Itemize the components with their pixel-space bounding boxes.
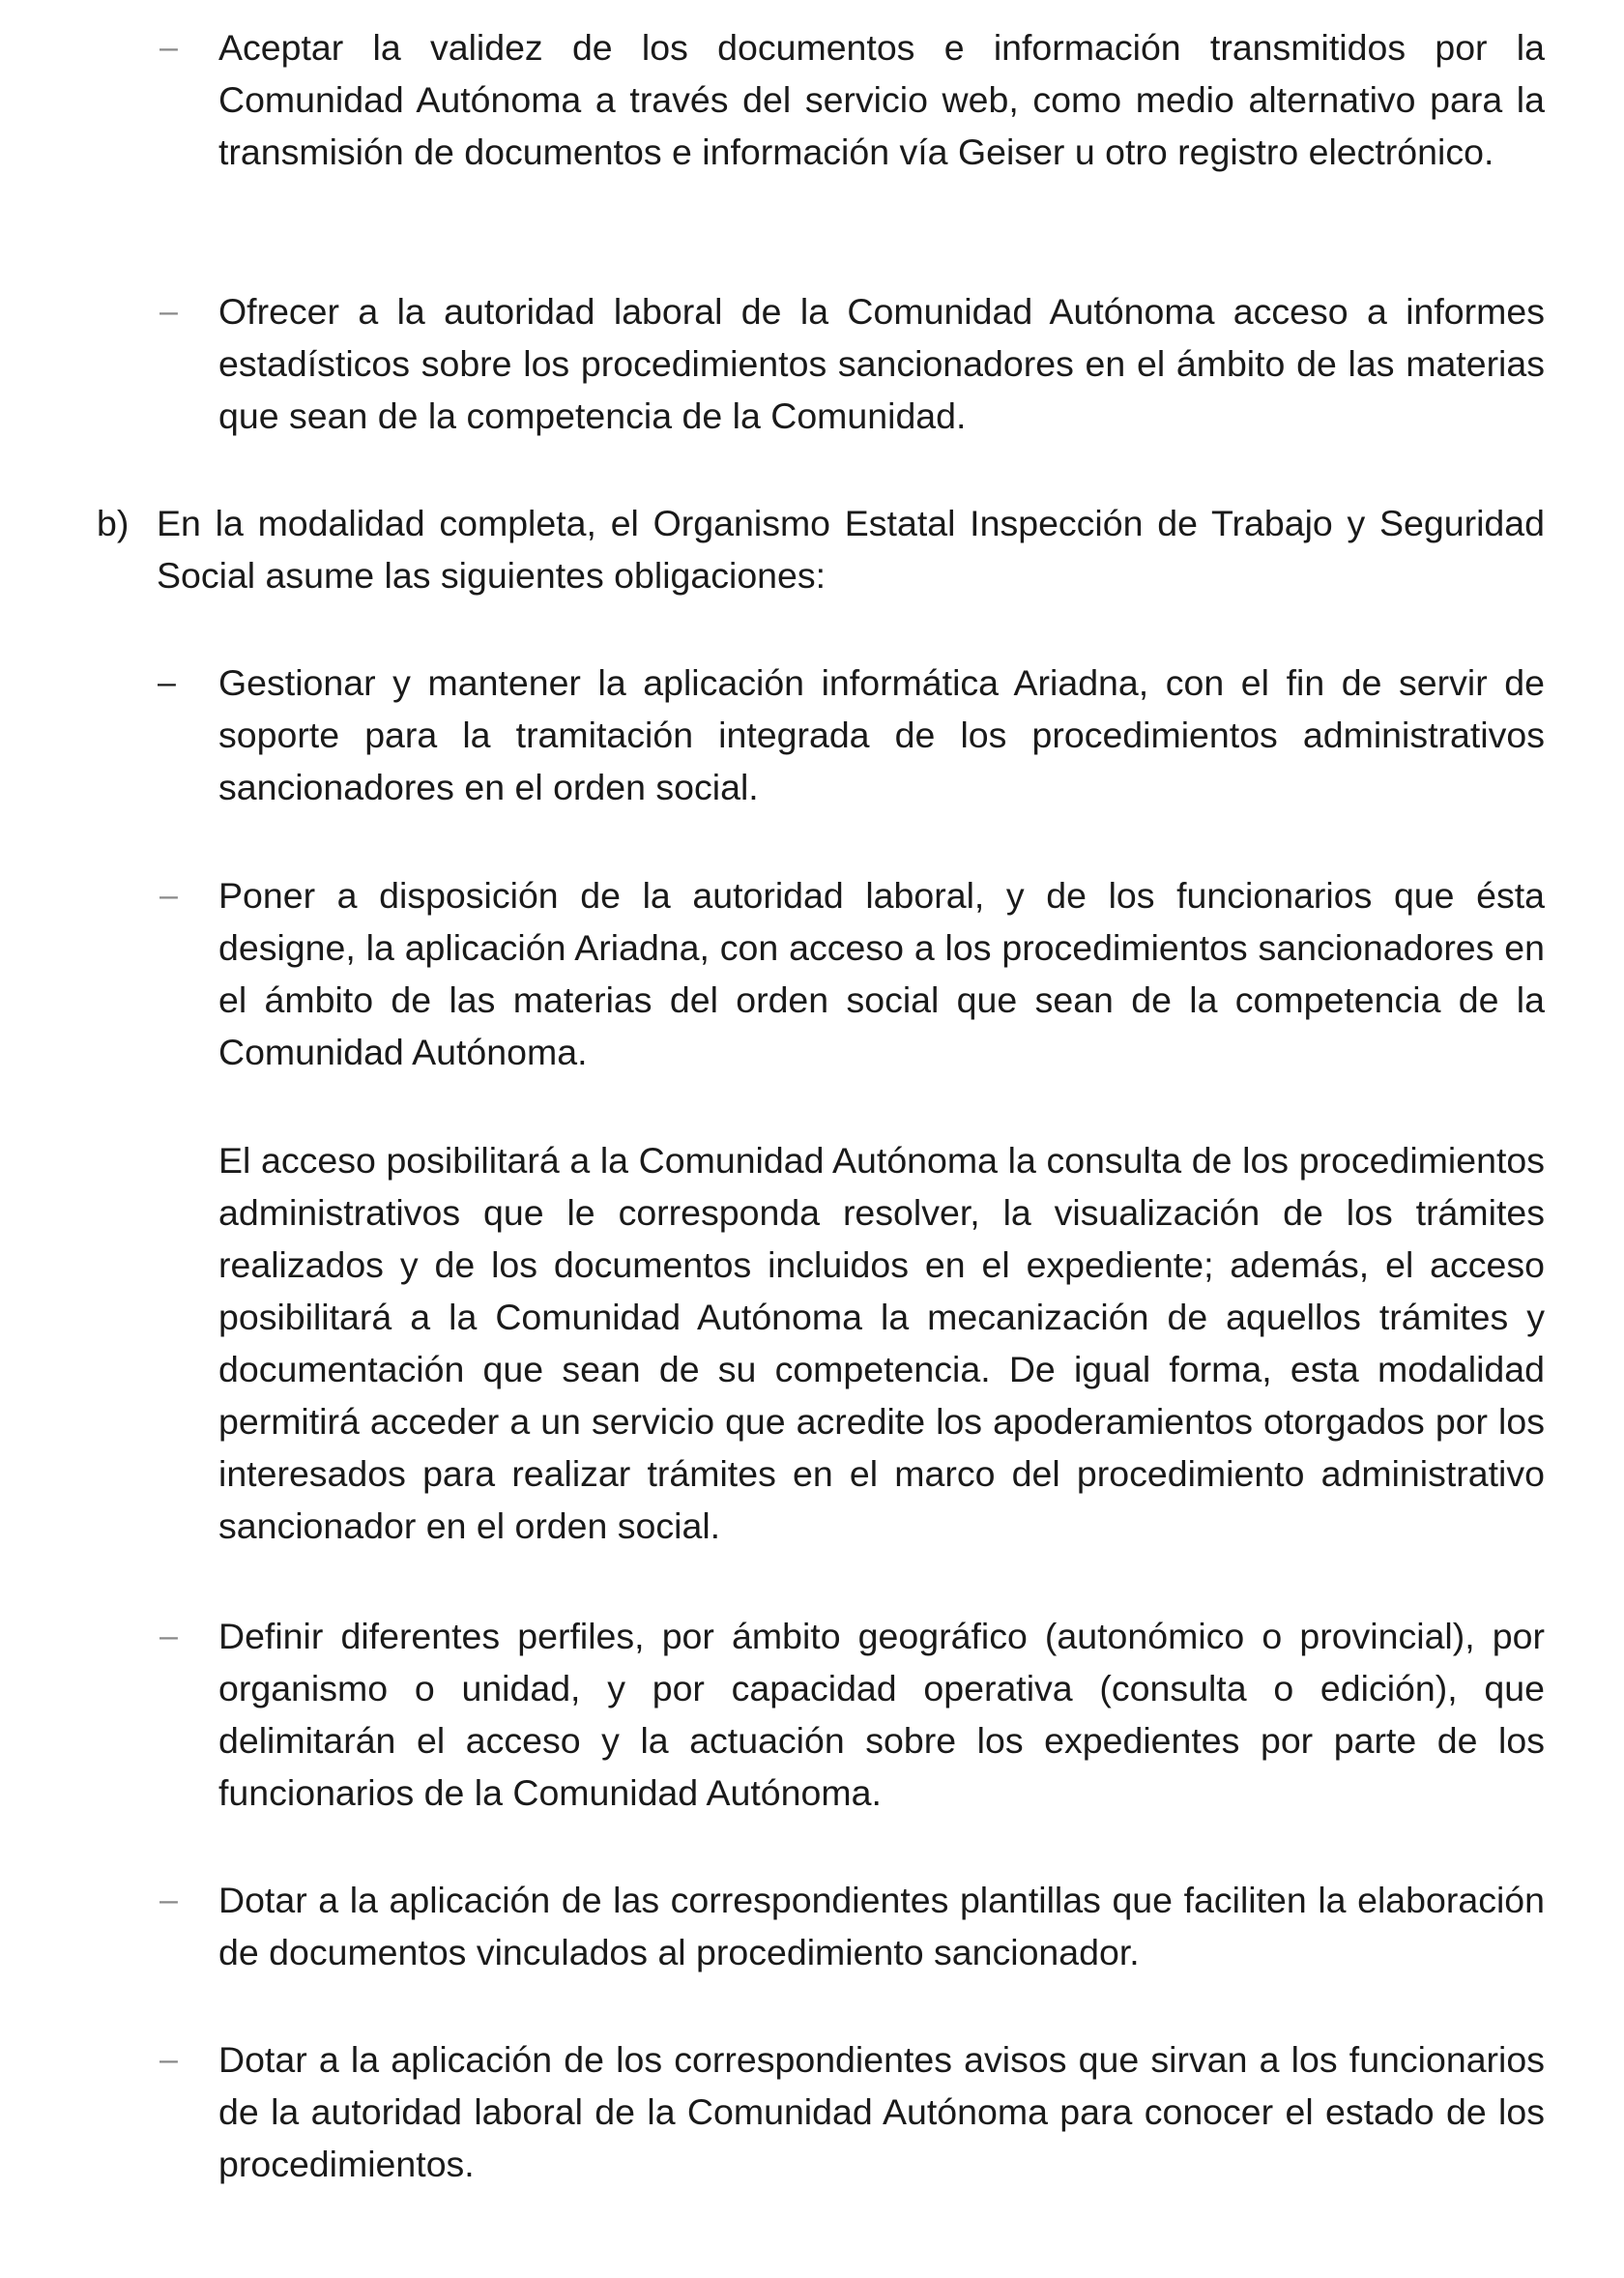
list-dash: – xyxy=(160,293,178,330)
list-dash: – xyxy=(160,29,178,66)
paragraph-aceptar: Aceptar la validez de los documentos e información transmitidos por la Comunidad Autónoma a través del servicio web, como medio alternativo para la transmisión de documentos e información vía Geiser u otro registro electrónico. xyxy=(218,27,1545,172)
section-marker-b: b) xyxy=(97,503,130,543)
list-dash: – xyxy=(160,2041,178,2078)
paragraph-section-b: En la modalidad completa, el Organismo Estatal Inspección de Trabajo y Seguridad Social asume las siguientes obligaciones: xyxy=(157,503,1545,596)
paragraph-gestionar: Gestionar y mantener la aplicación informática Ariadna, con el fin de servir de soporte para la tramitación integrada de los procedimientos administrativos sancionadores en el orden social. xyxy=(218,662,1545,807)
paragraph-avisos: Dotar a la aplicación de los correspondientes avisos que sirvan a los funcionarios de la autoridad laboral de la Comunidad Autónoma para conocer el estado de los procedimientos. xyxy=(218,2039,1545,2184)
list-dash: – xyxy=(160,877,178,914)
list-dash: – xyxy=(158,664,176,701)
list-dash: – xyxy=(160,1882,178,1918)
paragraph-plantillas: Dotar a la aplicación de las correspondientes plantillas que faciliten la elaboración de documentos vinculados al procedimiento sancionador. xyxy=(218,1880,1545,1972)
list-dash: – xyxy=(160,1618,178,1654)
paragraph-acceso: El acceso posibilitará a la Comunidad Autónoma la consulta de los procedimientos administrativos que le corresponda resolver, la visualización de los trámites realizados y de los documentos incluidos en el expediente; además, el acceso posibilitará a la Comunidad Autónoma la mecanización de aquellos trámites y documentación que sean de su competencia. De igual forma, esta modalidad permitirá acceder a un servicio que acredite los apoderamientos otorgados por los interesados para realizar trámites en el marco del procedimiento administrativo sancionador en el orden social. xyxy=(218,1140,1545,1546)
paragraph-definir: Definir diferentes perfiles, por ámbito geográfico (autonómico o provincial), por organismo o unidad, y por capacidad operativa (consulta o edición), que delimitarán el acceso y la actuación sobre los expedientes por parte de los funcionarios de la Comunidad Autónoma. xyxy=(218,1616,1545,1813)
paragraph-ofrecer: Ofrecer a la autoridad laboral de la Comunidad Autónoma acceso a informes estadísticos sobre los procedimientos sancionadores en el ámbito de las materias que sean de la competencia de la Comunidad. xyxy=(218,291,1545,436)
paragraph-poner: Poner a disposición de la autoridad laboral, y de los funcionarios que ésta designe, la aplicación Ariadna, con acceso a los procedimientos sancionadores en el ámbito de las materias del orden social que sean de la competencia de la Comunidad Autónoma. xyxy=(218,875,1545,1072)
